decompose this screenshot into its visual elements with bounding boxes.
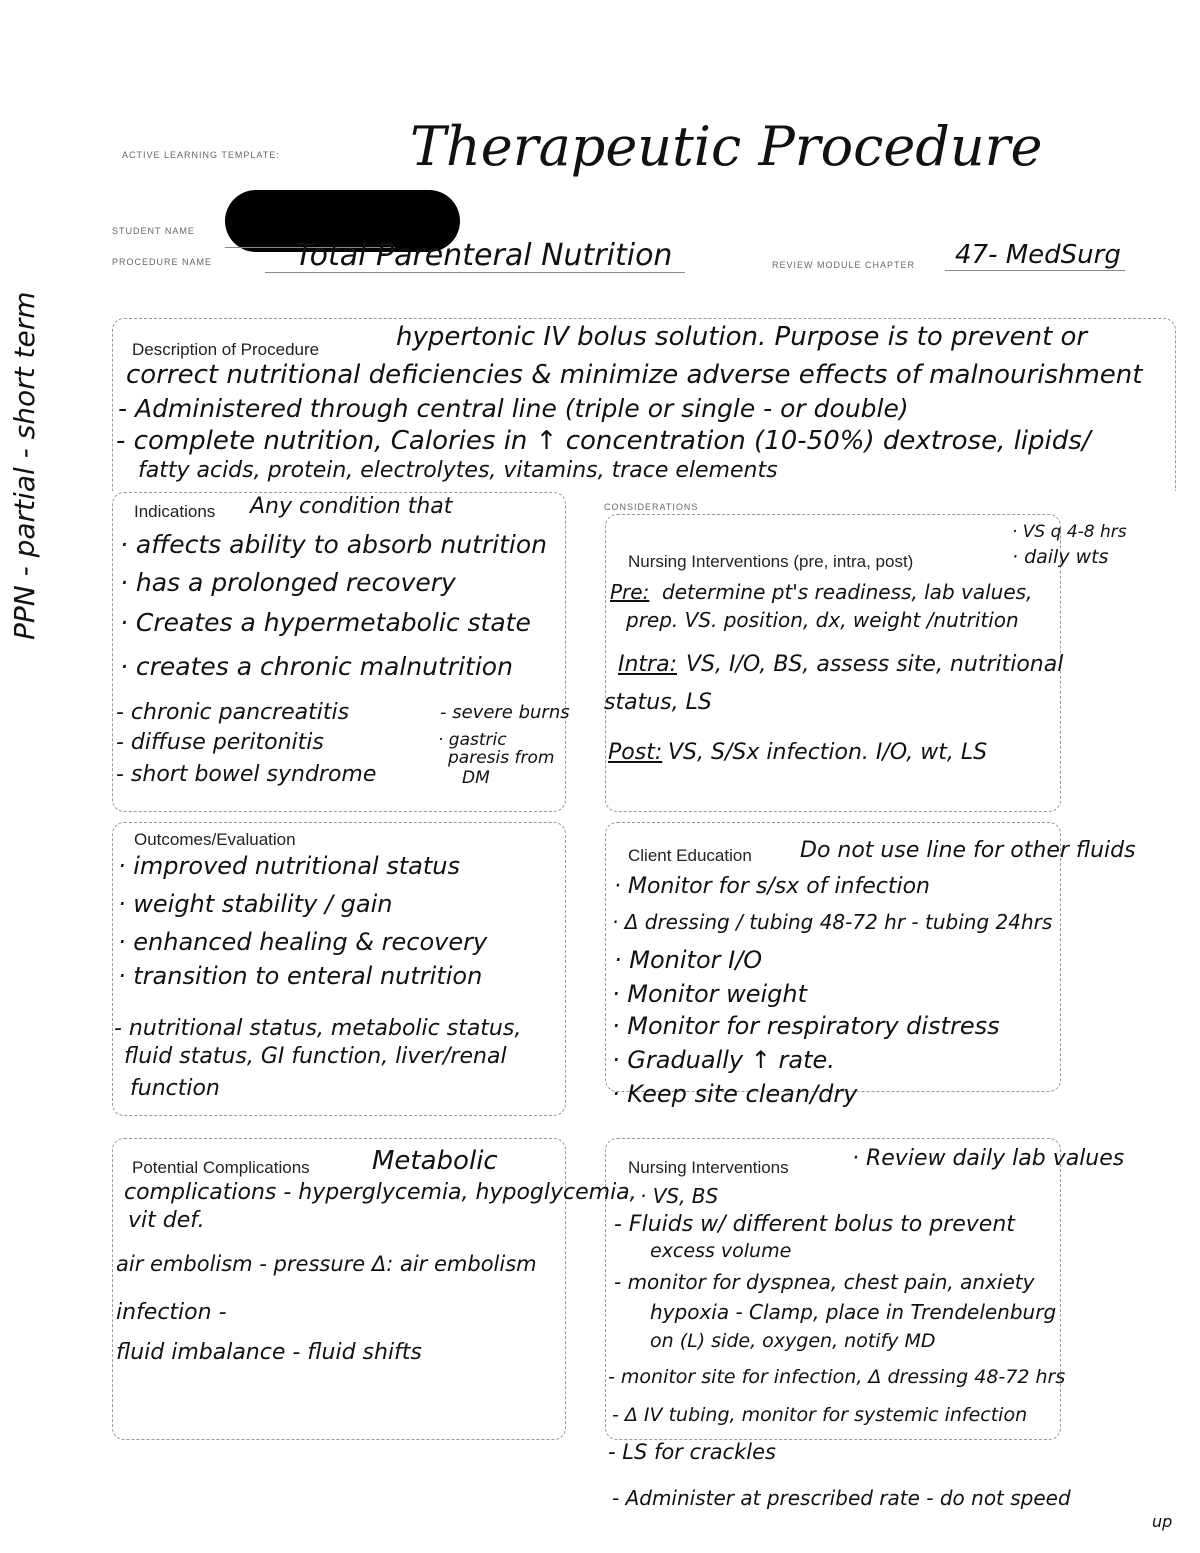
- nursing-intervention-item: - monitor site for infection, Δ dressing 48-72 hrs: [608, 1366, 1066, 1388]
- outcome-monitor-line: fluid status, GI function, liver/renal: [124, 1044, 507, 1069]
- indication-item: · Creates a hypermetabolic state: [120, 608, 531, 637]
- review-chapter: 47- MedSurg: [955, 240, 1121, 270]
- client-education-item: · Δ dressing / tubing 48-72 hr - tubing 24hrs: [612, 910, 1053, 934]
- review-chapter-underline: [945, 270, 1125, 271]
- nursing-interventions-label: Nursing Interventions (pre, intra, post): [628, 552, 914, 571]
- post-label: Post:: [608, 740, 663, 765]
- procedure-name-underline: [265, 272, 685, 273]
- description-line: - Administered through central line (triple or single - or double): [118, 394, 909, 423]
- indication-item: · has a prolonged recovery: [120, 568, 456, 597]
- outcome-item: · improved nutritional status: [118, 852, 461, 880]
- complication-line: fluid imbalance - fluid shifts: [116, 1340, 422, 1365]
- indications-label: Indications: [134, 502, 216, 521]
- pre-line: prep. VS. position, dx, weight /nutrition: [626, 608, 1019, 632]
- outcome-item: · enhanced healing & recovery: [118, 928, 488, 956]
- indication-condition: - chronic pancreatitis: [116, 700, 350, 725]
- nursing-intervention-item: - Administer at prescribed rate - do not speed: [612, 1486, 1071, 1510]
- outcome-item: · transition to enteral nutrition: [118, 962, 483, 990]
- indication-condition: - short bowel syndrome: [116, 762, 377, 787]
- outcome-monitor-line: function: [130, 1076, 220, 1101]
- nursing-intervention-item: excess volume: [650, 1240, 792, 1262]
- description-line: fatty acids, protein, electrolytes, vitamins, trace elements: [138, 458, 778, 483]
- side-note: · VS q 4-8 hrs: [1012, 522, 1127, 542]
- client-education-label: Client Education: [628, 846, 752, 865]
- description-line: - complete nutrition, Calories in ↑ concentration (10-50%) dextrose, lipids/: [116, 426, 1091, 456]
- pre-label: Pre:: [610, 580, 650, 604]
- intra-line: VS, I/O, BS, assess site, nutritional: [686, 652, 1064, 677]
- client-education-item: · Gradually ↑ rate.: [612, 1046, 835, 1074]
- client-education-first-line: Do not use line for other fluids: [800, 838, 1136, 863]
- nursing-intervention-item: hypoxia - Clamp, place in Trendelenburg: [650, 1300, 1057, 1324]
- client-education-item: · Monitor for s/sx of infection: [614, 874, 930, 899]
- nursing-intervention-first-line: · Review daily lab values: [852, 1146, 1125, 1171]
- indication-item: · affects ability to absorb nutrition: [120, 530, 547, 559]
- intra-label: Intra:: [618, 652, 677, 677]
- nursing-intervention-item: - Fluids w/ different bolus to prevent: [614, 1212, 1015, 1237]
- margin-note: PPN - partial - short term: [8, 291, 41, 640]
- outcome-item: · weight stability / gain: [118, 890, 393, 918]
- considerations-label: CONSIDERATIONS: [604, 502, 699, 512]
- nursing-interventions-2-label: Nursing Interventions: [628, 1158, 789, 1177]
- indication-condition: · gastric: [438, 730, 507, 750]
- complication-line: air embolism - pressure Δ: air embolism: [116, 1252, 537, 1276]
- description-label: Description of Procedure: [132, 340, 320, 359]
- outcomes-label: Outcomes/Evaluation: [134, 830, 296, 849]
- side-note: · daily wts: [1012, 546, 1109, 568]
- client-education-item: · Monitor weight: [612, 980, 808, 1008]
- post-line: VS, S/Sx infection. I/O, wt, LS: [668, 740, 988, 765]
- pre-line: determine pt's readiness, lab values,: [662, 580, 1033, 604]
- outcome-monitor-line: - nutritional status, metabolic status,: [114, 1016, 522, 1041]
- indication-item: · creates a chronic malnutrition: [120, 652, 513, 681]
- nursing-intervention-item: on (L) side, oxygen, notify MD: [650, 1330, 936, 1352]
- indication-condition: - severe burns: [440, 702, 570, 723]
- indication-condition: DM: [462, 768, 490, 788]
- indication-condition: - diffuse peritonitis: [116, 730, 324, 755]
- template-label: ACTIVE LEARNING TEMPLATE:: [122, 150, 280, 160]
- intra-line: status, LS: [604, 690, 712, 715]
- complication-line: complications - hyperglycemia, hypoglycemia,: [124, 1180, 637, 1205]
- description-line: correct nutritional deficiencies & minimize adverse effects of malnourishment: [126, 360, 1143, 390]
- nursing-intervention-item: - monitor for dyspnea, chest pain, anxiety: [614, 1270, 1035, 1294]
- client-education-item: · Keep site clean/dry: [612, 1080, 858, 1108]
- complications-label: Potential Complications: [132, 1158, 310, 1177]
- nursing-intervention-item: - LS for crackles: [608, 1440, 776, 1464]
- indications-first-line: Any condition that: [250, 494, 453, 519]
- description-line: hypertonic IV bolus solution. Purpose is to prevent or: [396, 322, 1088, 352]
- nursing-intervention-item: · VS, BS: [640, 1184, 719, 1208]
- client-education-item: · Monitor I/O: [614, 946, 763, 974]
- complication-line: vit def.: [128, 1208, 205, 1233]
- nursing-intervention-item: up: [1152, 1512, 1173, 1531]
- procedure-name: Total Parenteral Nutrition: [295, 238, 673, 273]
- complications-first-line: Metabolic: [372, 1146, 498, 1176]
- review-chapter-label: REVIEW MODULE CHAPTER: [772, 260, 916, 270]
- indication-condition: paresis from: [448, 748, 555, 768]
- complication-line: infection -: [116, 1300, 227, 1325]
- nursing-intervention-item: - Δ IV tubing, monitor for systemic infection: [612, 1404, 1028, 1426]
- procedure-name-label: PROCEDURE NAME: [112, 257, 213, 267]
- client-education-item: · Monitor for respiratory distress: [612, 1012, 1000, 1040]
- student-name-label: STUDENT NAME: [112, 226, 195, 236]
- page-title: Therapeutic Procedure: [410, 115, 1043, 178]
